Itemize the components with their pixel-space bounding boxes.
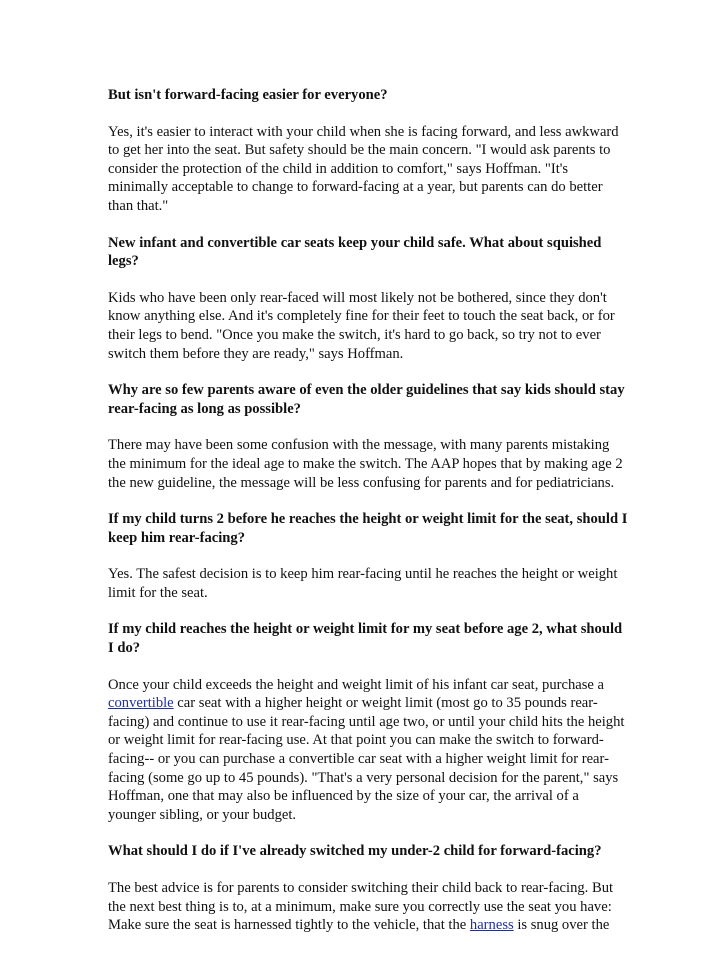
question-heading: What should I do if I've already switched my under-2 child for forward-facing? xyxy=(108,843,602,860)
answer-paragraph: Yes, it's easier to interact with your child when she is facing forward, and less awkward to get her into the seat. But safety should be the main concern. "I would ask parents to consider the protection of the child in addition to comfort," says Hoffman. "It's minimally acceptable to change to forward-facing at a year, but parents can do better than that." xyxy=(108,123,619,214)
answer-paragraph xyxy=(108,879,628,935)
answer-paragraph: There may have been some confusion with the message, with many parents mistaking the minimum for the ideal age to make the switch. The AAP hopes that by making age 2 the new guideline, the message will be less confusing for parents and for pediatricians. xyxy=(108,437,623,491)
document-page xyxy=(108,86,628,953)
answer-text: car seat with a higher height or weight limit (most go to 35 pounds rear-facing) and continue to use it rear-facing until age two, or until your child hits the height or weight limit for rear-facing use. At that point you can make the switch to forward-facing-- or you can purchase a convertible car seat with a higher weight limit for rear-facing (some go up to 45 pounds). "That's a very personal decision for the parent," says Hoffman, one that may also be influenced by the size of your car, the arrival of a younger sibling, or your budget. xyxy=(108,695,625,823)
question-heading: If my child turns 2 before he reaches the height or weight limit for the seat, should I keep him rear-facing? xyxy=(108,511,628,546)
answer-text: is snug over the xyxy=(513,917,610,934)
question-heading: If my child reaches the height or weight limit for my seat before age 2, what should I do? xyxy=(108,621,623,657)
convertible-link[interactable]: convertible xyxy=(108,695,174,712)
question-heading: But isn't forward-facing easier for everyone? xyxy=(108,87,388,103)
answer-paragraph xyxy=(108,676,628,825)
answer-paragraph: Yes. The safest decision is to keep him rear-facing until he reaches the height or weight limit for the seat. xyxy=(108,566,618,601)
answer-paragraph: Kids who have been only rear-faced will most likely not be bothered, since they don't know anything else. And it's completely fine for their feet to touch the seat back, or for their legs to bend. "Once you make the switch, it's hard to go back, so try not to ever switch them before they are ready," says Hoffman. xyxy=(108,289,615,362)
question-heading: New infant and convertible car seats keep your child safe. What about squished legs? xyxy=(108,234,602,270)
answer-text: Once your child exceeds the height and weight limit of his infant car seat, purchase a xyxy=(108,676,605,693)
answer-text: The best advice is for parents to consider switching their child back to rear-facing. But the next best thing is to, at a minimum, make sure you correctly use the seat you have: Make sure the seat is harnessed tightly to the vehicle, that the xyxy=(108,880,614,934)
harness-link[interactable]: harness xyxy=(469,917,514,934)
question-heading: Why are so few parents aware of even the older guidelines that say kids should stay rear-facing as long as possible? xyxy=(108,382,625,417)
